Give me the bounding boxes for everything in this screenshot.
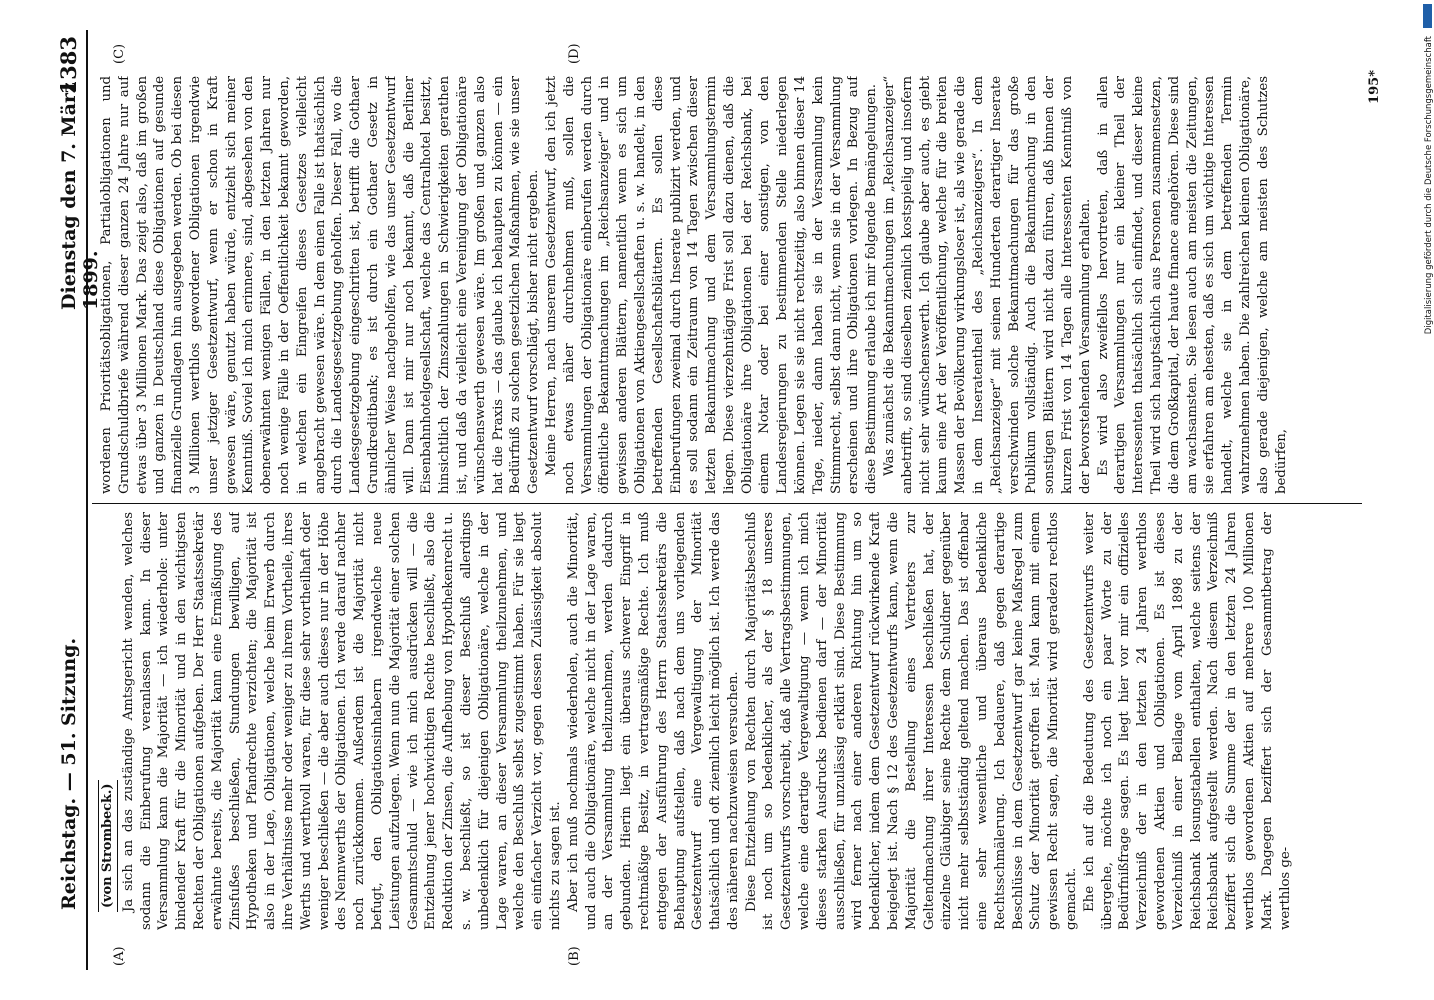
- left-paragraph: Aber ich muß nochmals wiederholen, auch die Minorität, und auch die Obligationäre, welche nicht in der Lage waren, an der Versammlung theilzunehmen, werden dadurch gebunden. Hierin liegt ein überaus schwerer Eingriff in rechtmäßige Besitz, in vertragsmäßige Rechte. Ich muß entgegen der Ausführung des Herrn Staatssekretärs die Behauptung aufstellen, daß nach dem uns vorliegenden Gesetzentwurf eine Vergewaltigung der Minorität thatsächlich und oft ziemlich leicht möglich ist. Ich werde das des näheren nachzuweisen versuchen.: [565, 512, 741, 930]
- margin-mark-b: (B): [567, 946, 582, 966]
- left-paragraph: Ehe ich auf die Bedeutung des Gesetzentwurfs weiter übergehe, möchte ich noch ein paar Worte zu der Bedürfnißfrage sagen. Es liegt hier vor mir ein offizielles Verzeichniß der in den letzten 24 Jahren werthlos gewordenen Aktien und Obligationen. Es ist dieses Verzeichniß in einer Beilage vom April 1898 zu der Reichsbank losungstabellen enthalten, welche seitens der Reichsbank aufgestellt werden. Nach diesem Verzeichniß beziffert sich die Summe der in den letzten 24 Jahren werthlos gewordenen Aktien auf mehrere 100 Millionen Mark. Dagegen beziffert sich der Gesammtbetrag der werthlos ge-: [1081, 512, 1293, 930]
- right-column: [98, 76, 1372, 494]
- header-right-title: Dienstag den 7. März 1899.: [58, 82, 102, 310]
- left-paragraph: Diese Entziehung von Rechten durch Majoritätsbeschluß ist noch um so bedenklicher, als der § 18 unseres Gesetzentwurfs vorschreibt, daß alle Vertragsbestimmungen, welche eine derartige Vergewaltigung — wenn ich mich dieses starken Ausdrucks bedienen darf — der Minorität ausschließen, für unzulässig erklärt sind. Diese Bestimmung wird ferner nach einer anderen Richtung hin um so bedenklicher, indem dem Gesetzentwurf rückwirkende Kraft beigelegt ist. Nach § 12 des Gesetzentwurfs kann, wenn die Majorität die Bestellung eines Vertreters zur Geltendmachung ihrer Interessen beschließen hat, der einzelne Gläubiger seine Rechte dem Schuldner gegenüber nicht mehr selbstständig geltend machen. Das ist offenbar eine sehr wesentliche und überaus bedenkliche Rechtsschmälerung. Ich bedauere, daß gegen derartige Beschlüsse in dem Gesetzentwurf gar keine Maßregel zum Schutz der Minorität getroffen ist. Man kann mit einem gewissen Recht sagen, die Minorität wird geradezu rechtlos gemacht.: [743, 512, 1080, 930]
- right-paragraph: Meine Herren, nach unserem Gesetzentwurf, den ich jetzt noch etwas näher durchnehmen muß, sollen die Versammlungen der Obligationäre einberufen werden durch öffentliche Bekanntmachungen im „Reichsanzeiger“ und in gewissen anderen Blättern, namentlich wenn es sich um Obligationen von Aktiengesellschaften u. s. w. handelt, in den betreffenden Gesellschaftsblättern. Es sollen diese Einberufungen zweimal durch Inserate publizirt werden, und es soll sodann ein Zeitraum von 14 Tagen zwischen dieser letzten Bekanntmachung und dem Versammlungstermin liegen. Diese vierzehntägige Frist soll dazu dienen, daß die Obligationäre ihre Obligationen bei der Reichsbank, bei einem Notar oder bei einer sonstigen, von den Landesregierungen zu bestimmenden Stelle niederlegen können. Legen sie sie nicht rechtzeitig, also binnen dieser 14 Tage, nieder, dann haben sie in der Versammlung kein Stimmrecht, selbst dann nicht, wenn sie in der Versammlung erscheinen und ihre Obligationen vorlegen. In Bezug auf diese Bestimmung erlaube ich mir folgende Bemängelungen.: [543, 76, 880, 494]
- speaker-label: (von Strombeck.): [98, 780, 118, 912]
- right-paragraph: wordenen Prioritätsobligationen, Partialobligationen und Grundschuldbriefe während dieser ganzen 24 Jahre nur auf etwas über 3 Millionen Mark. Das zeigt also, daß im großen und ganzen in Deutschland diese Obligationen auf gesunde finanzielle Grundlagen hin ausgegeben werden. Ob bei diesen 3 Millionen werthlos gewordener Obligationen irgendwie unser jetziger Gesetzentwurf, wenn er schon in Kraft gewesen wäre, genutzt haben würde, entzieht sich meiner Kenntniß. Soviel ich mich erinnere, sind, abgesehen von den obenerwähnten wenigen Fällen, in den letzten Jahren nur noch wenige Fälle in der Oeffentlichkeit bekannt geworden, in welchen ein Eingreifen dieses Gesetzes vielleicht angebracht gewesen wäre. In dem einen Falle ist thatsächlich durch die Landesgesetzgebung geholfen. Dieser Fall, wo die Landesgesetzgebung eingeschritten ist, betrifft die Gothaer Grundkreditbank; es ist durch ein Gothaer Gesetz in ähnlicher Weise nachgeholfen, wie das unser Gesetzentwurf will. Dann ist mir nur noch bekannt, daß die Berliner Eisenbahnhotelgesellschaft, welche das Centralhotel besitzt, hinsichtlich der Zinszahlungen in Schwierigkeiten gerathen ist, und daß da vielleicht eine Vereinigung der Obligationäre wünschenswerth gewesen wäre. Im großen und ganzen also hat die Praxis — das glaube ich behaupten zu können — ein Bedürfniß zu solchen gesetzlichen Maßnahmen, wie sie unser Gesetzentwurf vorschlägt, bisher nicht ergeben.: [99, 76, 542, 494]
- page-number: 1383: [56, 36, 81, 95]
- right-paragraph: Was zunächst die Bekanntmachungen im „Reichsanzeiger“ anbetrifft, so sind dieselben ziemlich kostspielig und insofern nicht sehr wünschenswerth. Ich glaube aber auch, es giebt kaum eine Art der Veröffentlichung, welche für die breiten Massen der Bevölkerung wirkungsloser ist, als wie gerade die in dem Inseratentheil des „Reichsanzeigers“. In dem „Reichsanzeiger“ mit seinen Hunderten derartiger Inserate verschwinden solche Bekanntmachungen für das große Publikum vollständig. Auch die Bekanntmachung in den sonstigen Blättern wird nicht dazu führen, daß binnen der kurzen Frist von 14 Tagen alle Interessenten Kenntniß von der bevorstehenden Versammlung erhalten.: [882, 76, 1093, 494]
- margin-mark-c: (C): [112, 43, 127, 64]
- header-left-title: Reichstag. — 51. Sitzung.: [58, 637, 80, 910]
- signature-number: 195*: [1367, 70, 1382, 104]
- margin-mark-a: (A): [112, 946, 127, 966]
- document-page: [52, 30, 1382, 970]
- digitization-note: Digitalisierung gefördert durch die Deutsche Forschungsgemeinschaft: [1424, 36, 1434, 335]
- dfg-logo-icon: [1423, 4, 1432, 28]
- text-columns: [98, 30, 1372, 970]
- page-header: [52, 30, 102, 970]
- right-paragraph: Es wird also zweifellos hervortreten, daß in allen derartigen Versammlungen nur ein kleiner Theil der Interessenten thatsächlich sich einfindet, und dieser kleine Theil wird sich hauptsächlich aus Personen zusammensetzen, die dem Großkapital, der haute finance angehören. Diese sind am wachsamsten. Sie lesen auch am meisten die Zeitungen, sie erfahren am ehesten, daß es sich um wichtige Interessen handelt, welche sie in dem betreffenden Termin wahrzunehmen haben. Die zahlreichen kleinen Obligationäre, also gerade diejenigen, welche am meisten des Schutzes bedürfen,: [1095, 76, 1289, 494]
- margin-mark-d: (D): [567, 43, 582, 64]
- left-column: [98, 512, 1372, 930]
- left-paragraph: Ja sich an das zuständige Amtsgericht wenden, welches sodann die Einberufung veranlassen kann. In dieser Versammlung kann die Majorität — ich wiederhole: unter bindender Kraft für die Minorität und in den wichtigsten Rechten der Obligationen aufgeben. Der Herr Staatssekretär erwähnte bereits, die Majorität kann eine Ermäßigung des Zinsfußes beschließen, Stundungen bewilligen, auf Hypotheken und Pfandrechte verzichten; die Majorität ist also in der Lage, Obligationen, welche beim Erwerb durch ihre Verhältnisse mehr oder weniger zu ihrem Vortheile, ihres Werths und werthvoll waren, für diese sehr vortheilhaft oder weniger beschließen — die aber auch dieses nur in der Höhe des Nennwerths der Obligationen. Ich werde darauf nachher noch zurückkommen. Außerdem ist die Majorität nicht befugt, den Obligationsinhabern irgendwelche neue Leistungen aufzulegen. Wenn nun die Majorität einer solchen Gesammtschuld — wie ich mich ausdrücken will — die Entziehung jener hochwichtigen Rechte beschließt, also die Reduktion der Zinsen, die Aufhebung von Hypothekenrecht u. s. w. beschließt, so ist dieser Beschluß allerdings unbedenklich für diejenigen Obligationäre, welche in der Lage waren, an dieser Versammlung theilzunehmen, und welche den Beschluß selbst zugestimmt haben. Für sie liegt ein einfacher Verzicht vor, gegen dessen Zulässigkeit absolut nichts zu sagen ist.: [120, 512, 563, 930]
